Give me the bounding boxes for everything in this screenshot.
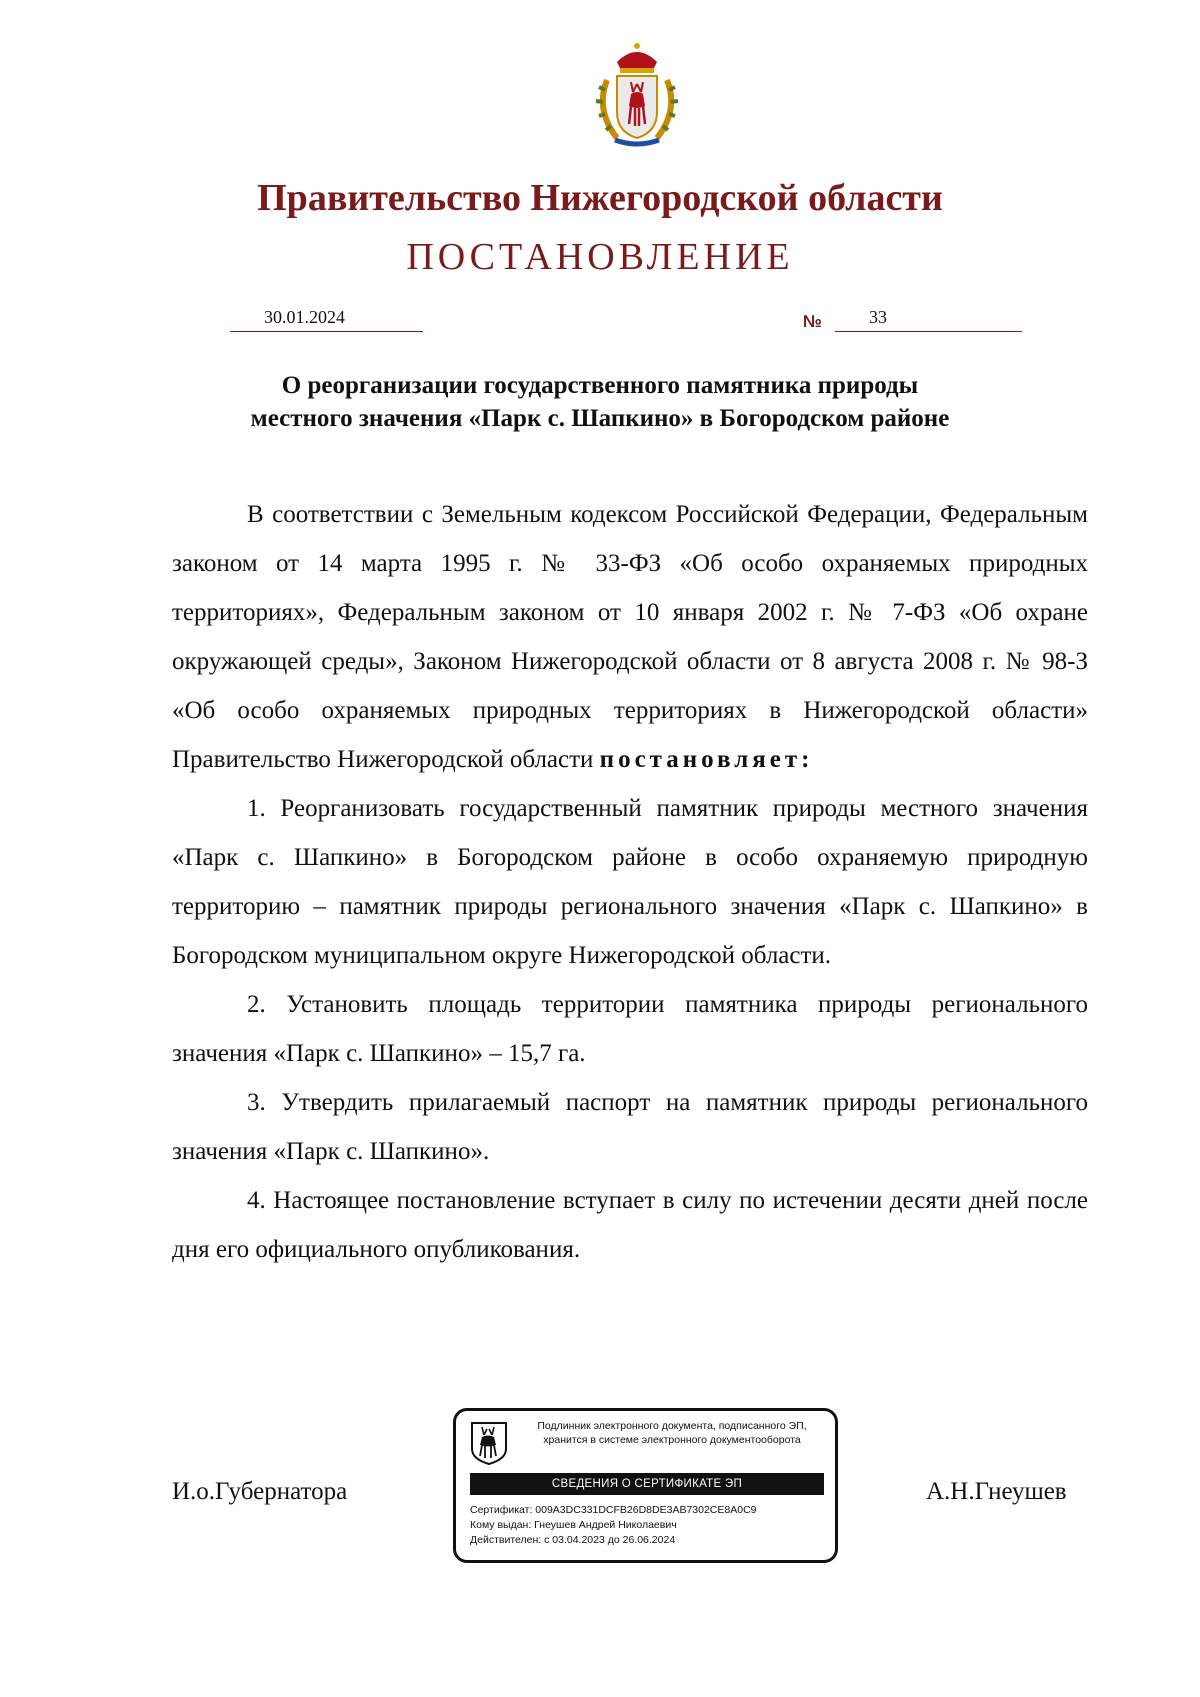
number-sign: №: [803, 312, 822, 331]
stamp-header: [512, 1419, 832, 1447]
deer-emblem-icon: [470, 1421, 508, 1465]
document-subject: [180, 369, 1020, 435]
stamp-header-line-2: хранится в системе электронного документооборота: [543, 1434, 801, 1446]
subject-line-1: О реорганизации государственного памятника природы: [281, 372, 919, 399]
item-paragraph: 2. Установить площадь территории памятника природы регионального значения «Парк с. Шапкино» – 15,7 га.: [172, 991, 1088, 1067]
preamble-text: В соответствии с Земельным кодексом Российской Федерации, Федеральным законом от 14 марта 1995 г. № 33-ФЗ «Об особо охраняемых природных территориях», Федеральным законом от 10 января 2002 г. № 7-ФЗ «Об охране окружающей среды», Законом Нижегородской области от 8 августа 2008 г. № 98-З «Об особо охраняемых природных территориях в Нижегородской области» Правительство Нижегородской области: [172, 501, 1088, 773]
stamp-certificate-info: [470, 1503, 757, 1548]
stamp-issued-to: Кому выдан: Гнеушев Андрей Николаевич: [470, 1519, 677, 1531]
document-date: 30.01.2024: [264, 307, 345, 327]
document-type: ПОСТАНОВЛЕНИЕ: [406, 236, 794, 278]
signatory-name: А.Н.Гнеушев: [926, 1478, 1067, 1505]
signatory-position: И.о.Губернатора: [172, 1478, 348, 1505]
document-number: 33: [869, 307, 887, 327]
document-number-field: [835, 307, 1022, 332]
decree-word: постановляет:: [599, 746, 814, 773]
electronic-signature-stamp: [453, 1408, 838, 1563]
document-date-field: [230, 307, 423, 332]
organization-title: Правительство Нижегородской области: [257, 177, 943, 219]
stamp-certificate-number: Сертификат: 009A3DC331DCFB26D8DE3AB7302CE8A0C9: [470, 1504, 757, 1516]
subject-line-2: местного значения «Парк с. Шапкино» в Богородском районе: [250, 405, 950, 432]
stamp-certificate-bar: СВЕДЕНИЯ О СЕРТИФИКАТЕ ЭП: [470, 1473, 824, 1495]
item-paragraph: 4. Настоящее постановление вступает в силу по истечении десяти дней после дня его официального опубликования.: [172, 1187, 1088, 1263]
coat-of-arms-icon: [587, 40, 687, 150]
item-paragraph: 1. Реорганизовать государственный памятник природы местного значения «Парк с. Шапкино» в Богородском районе в особо охраняемую природную территорию – памятник природы регионального значения «Парк с. Шапкино» в Богородском муниципальном округе Нижегородской области.: [172, 795, 1088, 969]
preamble-paragraph: [172, 490, 1088, 784]
item-paragraph: 3. Утвердить прилагаемый паспорт на памятник природы регионального значения «Парк с. Шапкино».: [172, 1089, 1088, 1165]
document-body: [172, 490, 1088, 1274]
stamp-header-line-1: Подлинник электронного документа, подписанного ЭП,: [537, 1420, 807, 1432]
stamp-validity: Действителен: с 03.04.2023 до 26.06.2024: [470, 1534, 676, 1546]
